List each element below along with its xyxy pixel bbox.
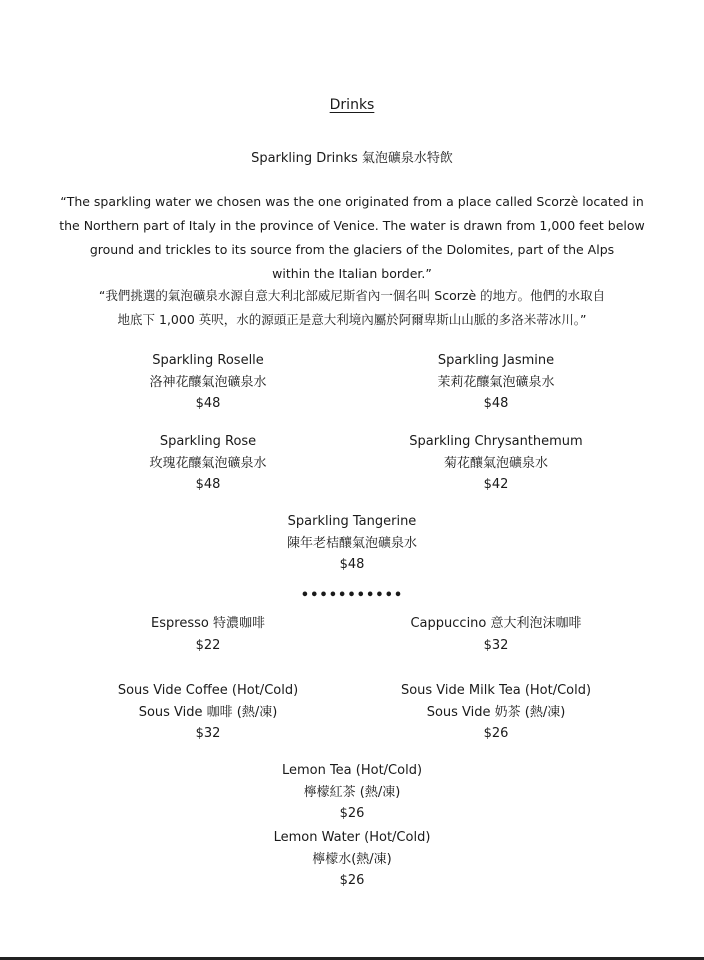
item-price: $48 <box>339 557 365 572</box>
section-subtitle: Sparkling Drinks 氣泡礦泉水特飲 <box>251 151 453 166</box>
item-price: $32 <box>483 637 509 653</box>
item-name: Sparkling Rose <box>159 434 257 449</box>
item-name-zh: 菊花釀氣泡礦泉水 <box>443 455 548 471</box>
item-name: Sparkling Jasmine <box>437 353 555 368</box>
item-price: $48 <box>195 477 221 492</box>
item-name: Sparkling Chrysanthemum <box>409 434 583 449</box>
section-divider: ••••••••••• <box>300 588 404 603</box>
item-name: Sparkling Roselle <box>152 353 264 368</box>
quote-english <box>40 190 664 286</box>
item-name: Cappuccino 意大利泡沫咖啡 <box>410 616 582 631</box>
item-price: $32 <box>195 726 221 741</box>
item-name: Sous Vide Coffee (Hot/Cold) <box>117 683 299 698</box>
item-name: Lemon Water (Hot/Cold) <box>273 830 431 845</box>
menu-item-espresso <box>60 613 356 656</box>
menu-item-sparkling-roselle <box>60 350 356 415</box>
menu-item-sous-vide-coffee <box>60 680 356 745</box>
quote-line: 地底下 1,000 英呎，水的源頭正是意大利境內屬於阿爾卑斯山山脈的多洛米蒂冰川。” <box>117 312 587 327</box>
quote-line: the Northern part of Italy in the province of Venice. The water is drawn from 1,000 feet below <box>59 218 645 233</box>
quote-line: ground and trickles to its source from the glaciers of the Dolomites, part of the Alps <box>89 242 615 257</box>
item-name-zh: Sous Vide 咖啡 (熱/凍) <box>138 704 278 720</box>
item-name-zh: 陳年老桔釀氣泡礦泉水 <box>286 535 417 551</box>
quote-line: within the Italian border.” <box>272 266 432 281</box>
menu-item-sparkling-chrysanthemum <box>348 431 644 496</box>
menu-item-lemon-water <box>0 827 704 892</box>
item-price: $26 <box>339 806 365 821</box>
menu-item-sparkling-rose <box>60 431 356 496</box>
item-name: Sparkling Tangerine <box>287 514 417 529</box>
menu-item-cappuccino <box>348 613 644 656</box>
item-price: $26 <box>483 726 509 741</box>
menu-item-lemon-tea <box>0 760 704 825</box>
quote-line: “The sparkling water we chosen was the one originated from a place called Scorzè located in <box>60 194 644 209</box>
item-price: $42 <box>483 477 509 492</box>
menu-item-sparkling-jasmine <box>348 350 644 415</box>
item-price: $22 <box>195 637 221 653</box>
item-name-zh: 茉莉花釀氣泡礦泉水 <box>437 374 555 390</box>
page-title: Drinks <box>329 97 375 113</box>
menu-item-sparkling-tangerine <box>0 511 704 576</box>
item-name: Espresso 特濃咖啡 <box>151 616 265 631</box>
item-price: $48 <box>195 396 221 411</box>
quote-line: “我們挑選的氣泡礦泉水源自意大利北部威尼斯省內一個名叫 Scorzè 的地方。他們的水取自 <box>98 288 606 303</box>
item-name: Lemon Tea (Hot/Cold) <box>281 763 423 778</box>
item-name: Sous Vide Milk Tea (Hot/Cold) <box>400 683 592 698</box>
item-name-zh: 檸檬水(熱/凍) <box>312 851 392 867</box>
item-name-zh: Sous Vide 奶茶 (熱/凍) <box>426 704 566 720</box>
item-name-zh: 洛神花釀氣泡礦泉水 <box>149 374 267 390</box>
item-price: $48 <box>483 396 509 411</box>
item-price: $26 <box>339 873 365 888</box>
menu-item-sous-vide-milk-tea <box>348 680 644 745</box>
quote-chinese <box>40 284 664 332</box>
item-name-zh: 檸檬紅茶 (熱/凍) <box>303 784 401 800</box>
item-name-zh: 玫瑰花釀氣泡礦泉水 <box>149 455 267 471</box>
